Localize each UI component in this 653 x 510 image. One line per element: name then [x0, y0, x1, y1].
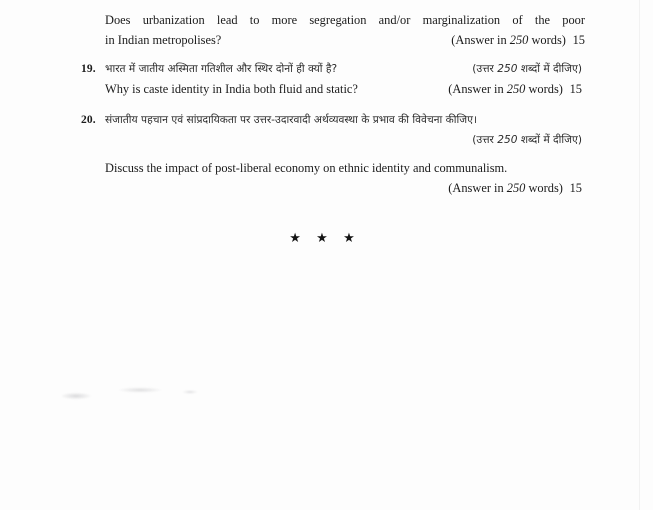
end-of-paper-separator	[0, 228, 650, 248]
question-row	[0, 158, 650, 198]
clipped-top-marker	[0, 0, 650, 3]
question-20-hindi-marker: (उत्तर 250 शब्दों में दीजिए)	[472, 134, 582, 146]
question-20-hindi-marker-row	[105, 130, 582, 150]
marks-value: 15	[569, 181, 582, 195]
word-count-value: 250	[509, 33, 529, 47]
question-20-english-body	[105, 158, 650, 198]
star-separator-glyphs: ★ ★ ★	[289, 230, 361, 245]
question-block-19	[0, 59, 650, 99]
question-20-english-text: Discuss the impact of post-liberal economy on ethnic identity and communalism.	[105, 161, 508, 175]
english-marker-group	[448, 79, 582, 99]
question-body	[105, 10, 653, 50]
question-english-paragraph	[105, 10, 585, 30]
page-content	[0, 0, 650, 248]
question-19-english-row	[105, 79, 582, 99]
question-row	[0, 59, 650, 99]
question-block-continuation	[0, 10, 650, 50]
marks-value: 15	[572, 33, 585, 47]
question-19-hindi-row	[105, 59, 582, 79]
question-row	[0, 10, 650, 50]
english-marker-group	[451, 30, 585, 50]
question-20-hindi-row	[105, 110, 582, 130]
question-english-line-2: in Indian metropolises?	[105, 33, 222, 47]
question-english-line-1: Does urbanization lead to more segregation and/or marginalization of the poor	[105, 13, 585, 27]
question-20-hindi-text: संजातीय पहचान एवं सांप्रदायिकता पर उत्तर-उदारवादी अर्थव्यवस्था के प्रभाव की विवेचना कीजिए।	[105, 114, 478, 126]
word-count-value: 250	[497, 134, 518, 146]
question-19-english-text: Why is caste identity in India both fluid and static?	[105, 82, 358, 96]
word-count-value: 250	[497, 63, 518, 75]
english-marker-group	[448, 178, 582, 198]
question-19-hindi-marker: (उत्तर 250 शब्दों में दीजिए)	[472, 63, 582, 75]
question-number-19: 19.	[81, 63, 96, 75]
question-20-english-marker-row	[105, 178, 582, 198]
question-20-english-row	[105, 158, 582, 178]
english-answer-marker: (Answer in 250 words)	[448, 181, 563, 195]
question-english-line-2-row	[105, 30, 585, 50]
question-body-19	[105, 59, 650, 99]
question-block-20	[0, 110, 650, 198]
english-answer-marker: (Answer in 250 words)	[451, 33, 566, 47]
word-count-value: 250	[506, 82, 526, 96]
clipped-marker-text	[472, 0, 582, 3]
scan-smudge-artifact	[62, 386, 212, 408]
question-19-hindi-text: भारत में जातीय अस्मिता गतिशील और स्थिर दोनों ही क्यों है?	[105, 63, 338, 75]
question-number-20: 20.	[81, 114, 96, 126]
word-count-value: 250	[506, 181, 526, 195]
marks-value: 15	[569, 82, 582, 96]
question-body-20	[105, 110, 650, 150]
english-answer-marker: (Answer in 250 words)	[448, 82, 563, 96]
question-row	[0, 110, 650, 150]
